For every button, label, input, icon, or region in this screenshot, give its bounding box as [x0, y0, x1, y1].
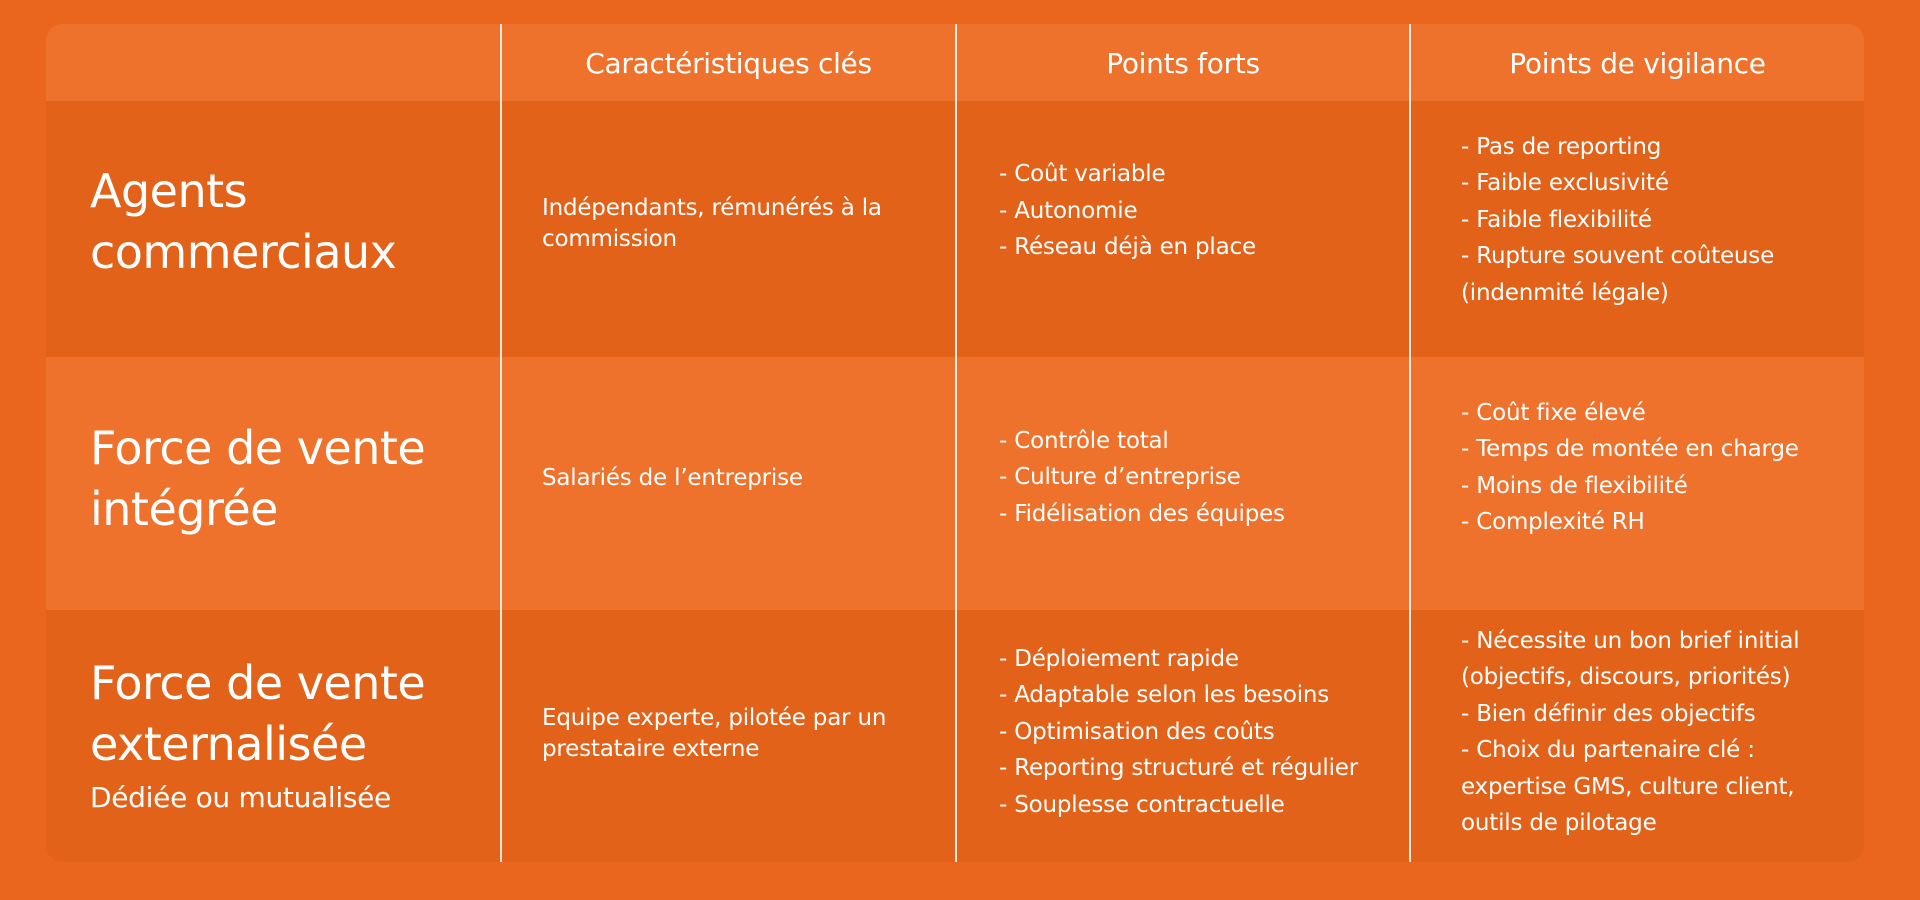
row-title-line: Force de vente: [90, 656, 426, 710]
row-desc-outsourced: [500, 610, 955, 862]
list-item: - Adaptable selon les besoins: [999, 682, 1330, 709]
list-item: - Réseau déjà en place: [999, 234, 1256, 261]
row-strengths-integrated: [955, 357, 1409, 610]
row-title-line: externalisée: [90, 717, 367, 771]
list-item: - Optimisation des coûts: [999, 718, 1275, 745]
row-title-outsourced: [46, 610, 500, 862]
list-item: expertise GMS, culture client,: [1461, 773, 1795, 800]
list-item: - Faible flexibilité: [1461, 206, 1652, 233]
list-item: - Reporting structuré et régulier: [999, 755, 1358, 782]
row-vigilance-outsourced: [1409, 610, 1864, 862]
row-title-line: Agents: [90, 164, 248, 218]
list-item: - Pas de reporting: [1461, 133, 1662, 160]
row-title-agents: [46, 101, 500, 357]
desc-line: Salariés de l’entreprise: [542, 465, 803, 491]
comparison-table: [46, 24, 1864, 862]
list-item: - Complexité RH: [1461, 509, 1645, 535]
header-corner-cell: [46, 24, 500, 101]
row-subtitle: Dédiée ou mutualisée: [90, 781, 391, 814]
row-strengths-outsourced: [955, 610, 1409, 862]
header-vigilance-label: Points de vigilance: [1509, 47, 1766, 80]
desc-line: prestataire externe: [542, 736, 760, 762]
row-desc-integrated: [500, 357, 955, 610]
list-item: - Bien définir des objectifs: [1461, 700, 1756, 727]
list-item: - Temps de montée en charge: [1461, 436, 1799, 462]
row-title-line: commerciaux: [90, 225, 397, 279]
list-item: (indenmité légale): [1461, 279, 1669, 306]
row-strengths-agents: [955, 101, 1409, 357]
desc-line: Indépendants, rémunérés à la: [542, 195, 882, 221]
list-item: (objectifs, discours, priorités): [1461, 664, 1791, 690]
list-item: - Déploiement rapide: [999, 645, 1239, 672]
row-title-integrated: [46, 357, 500, 610]
list-item: - Moins de flexibilité: [1461, 472, 1688, 499]
header-characteristics: [500, 24, 955, 101]
list-item: - Souplesse contractuelle: [999, 791, 1285, 818]
row-desc-agents: [500, 101, 955, 357]
header-vigilance: [1409, 24, 1864, 101]
header-strengths: [955, 24, 1409, 101]
row-title-line: intégrée: [90, 481, 278, 536]
row-title-line: Force de vente: [90, 420, 426, 475]
list-item: - Choix du partenaire clé :: [1461, 737, 1755, 763]
list-item: - Coût fixe élevé: [1461, 399, 1646, 426]
header-strengths-label: Points forts: [1106, 47, 1260, 80]
list-item: - Autonomie: [999, 197, 1138, 224]
list-item: - Nécessite un bon brief initial: [1461, 627, 1800, 654]
list-item: - Contrôle total: [999, 427, 1169, 454]
list-item: - Faible exclusivité: [1461, 170, 1669, 197]
list-item: - Culture d’entreprise: [999, 464, 1241, 491]
row-vigilance-agents: [1409, 101, 1864, 357]
desc-line: commission: [542, 226, 677, 252]
header-characteristics-label: Caractéristiques clés: [585, 47, 872, 80]
list-item: outils de pilotage: [1461, 810, 1657, 836]
list-item: - Fidélisation des équipes: [999, 500, 1285, 527]
list-item: - Coût variable: [999, 161, 1166, 188]
row-vigilance-integrated: [1409, 357, 1864, 610]
list-item: - Rupture souvent coûteuse: [1461, 243, 1775, 270]
desc-line: Equipe experte, pilotée par un: [542, 705, 887, 731]
